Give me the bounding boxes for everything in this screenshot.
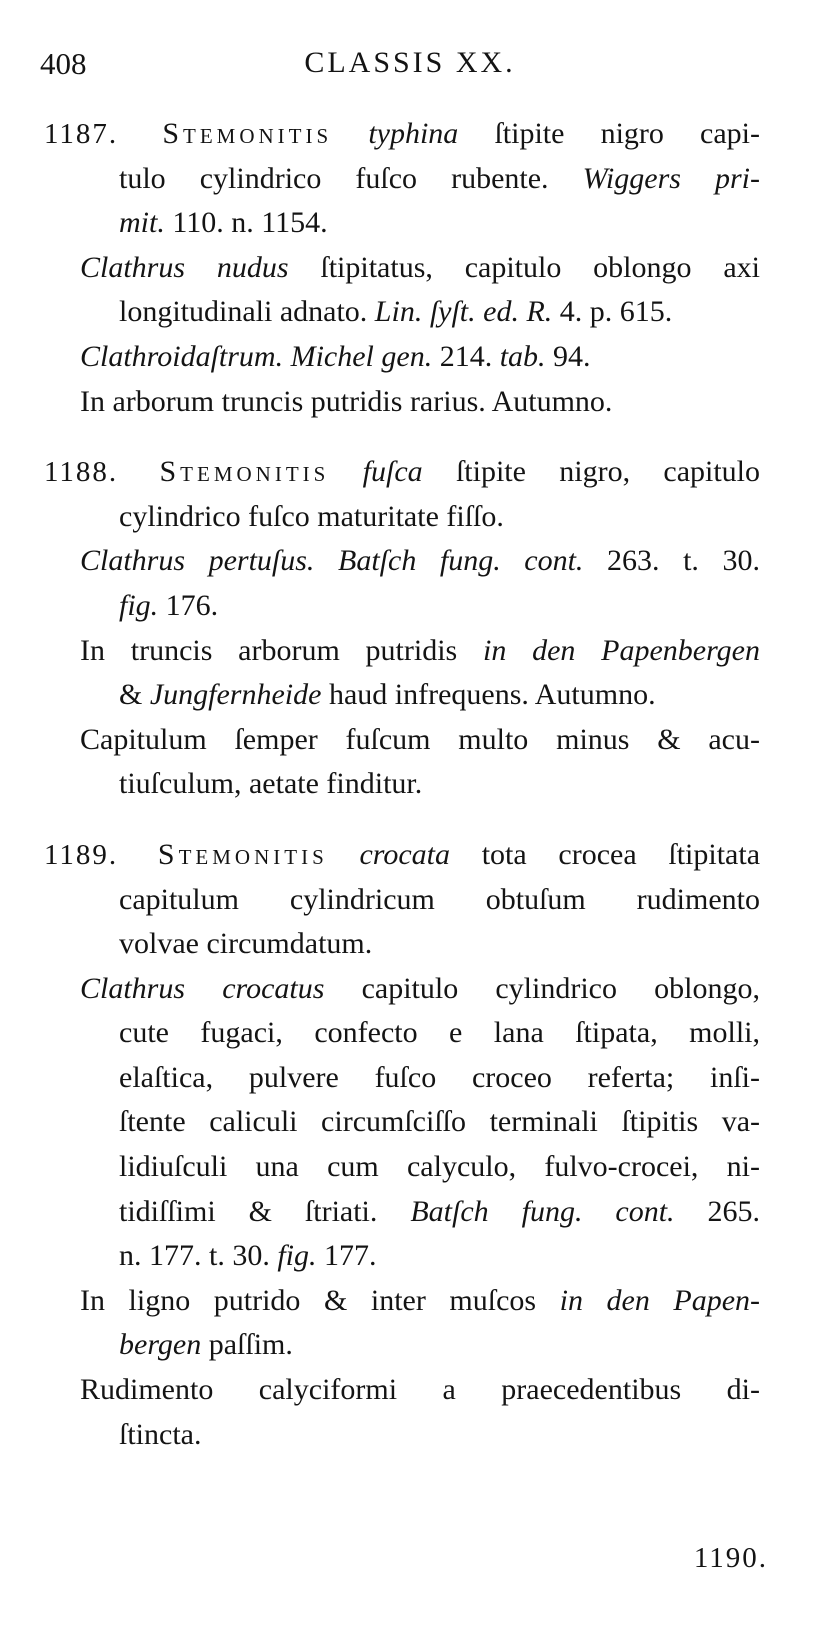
habitat-line — [44, 1279, 760, 1324]
entry-text-line — [44, 922, 760, 967]
synonym-name: Clathrus nudus — [80, 250, 289, 284]
text-span: In truncis arborum putridis — [80, 633, 458, 667]
text-span: cute fugaci, confecto e lana ſtipata, molli, — [119, 1016, 760, 1050]
synonym-line — [44, 335, 760, 380]
synonym-name: Clathrus pertuſus. Batſch fung. cont. — [80, 544, 584, 578]
page-header — [40, 46, 780, 90]
entry-number: 1188. — [44, 456, 119, 489]
text-span: & — [119, 678, 143, 712]
synonym-line — [44, 1100, 760, 1145]
citation: fig. — [269, 1239, 317, 1273]
text-span: ſtente caliculi circumſciſſo terminali ſtipitis va- — [119, 1105, 760, 1139]
entry-1188 — [44, 450, 760, 807]
text-span: 4. p. 615. — [552, 295, 673, 329]
locality: bergen — [119, 1328, 202, 1362]
entry-text: ſtipite nigro, capitulo — [422, 455, 761, 489]
entry-heading-line — [44, 833, 760, 878]
citation: mit. — [119, 206, 165, 240]
text-span: 177. — [316, 1239, 377, 1273]
running-title: CLASSIS XX. — [304, 46, 516, 79]
synonym-line — [44, 1145, 760, 1190]
text-span: In arborum truncis putridis rarius. Autumno. — [80, 384, 613, 418]
catchword: 1190. — [693, 1542, 768, 1574]
text-span: tulo cylindrico fuſco rubente. — [119, 161, 549, 195]
entry-number: 1187. — [44, 118, 119, 150]
text-span: lidiuſculi una cum calyculo, fulvo-crocei, ni- — [119, 1150, 760, 1184]
synonym-line — [44, 584, 760, 629]
text-span: capitulum cylindricum obtuſum rudimento — [119, 882, 760, 916]
genus-name: Stemonitis — [157, 837, 328, 871]
entry-text-line — [44, 495, 760, 540]
citation: Wiggers pri- — [548, 161, 760, 195]
synonym-line — [44, 539, 760, 584]
habitat-line — [44, 629, 760, 674]
text-span: ſtincta. — [119, 1417, 202, 1451]
habitat-line — [44, 673, 760, 718]
text-span: capitulo cylindrico oblongo, — [324, 971, 760, 1005]
entry-1189 — [44, 833, 760, 1457]
synonym-line — [44, 246, 760, 291]
text-span: longitudinali adnato. — [119, 295, 368, 329]
text-span: 265. — [674, 1194, 761, 1228]
synonym-line — [44, 1234, 760, 1279]
synonym-line — [44, 967, 760, 1012]
text-span: Capitulum ſemper fuſcum multo minus & acu- — [80, 722, 760, 756]
genus-name: Stemonitis — [159, 455, 330, 489]
text-span: ſtipitatus, capitulo oblongo axi — [288, 250, 760, 284]
species-name: typhina — [368, 117, 459, 150]
note-line — [44, 1413, 760, 1458]
entry-text-line — [44, 878, 760, 923]
entry-heading-line — [44, 450, 760, 495]
text-span: 94. — [545, 339, 591, 373]
text-span: 110. n. 1154. — [164, 206, 328, 240]
text-span: 176. — [158, 588, 219, 622]
locality: Jungfernheide — [142, 678, 322, 712]
citation: fig. — [119, 588, 159, 622]
entry-text: tota crocea ſtipitata — [450, 837, 761, 871]
synonym-line — [44, 1056, 760, 1101]
locality: in den Papen- — [536, 1283, 761, 1317]
entry-text-line — [44, 157, 760, 202]
synonym-name: Clathrus crocatus — [80, 971, 325, 1005]
species-name: fuſca — [362, 455, 423, 489]
synonym-line — [44, 1190, 760, 1235]
note-line — [44, 1368, 760, 1413]
text-span: 214. — [432, 339, 493, 373]
text-span: volvae circumdatum. — [119, 927, 373, 961]
synonym-line — [44, 1011, 760, 1056]
citation: Lin. ſyſt. ed. R. — [367, 295, 553, 329]
note-line — [44, 718, 760, 763]
text-span: In ligno putrido & inter muſcos — [80, 1283, 537, 1317]
page-number: 408 — [40, 46, 87, 81]
synonym-line — [44, 290, 760, 335]
text-span: tiuſculum, aetate finditur. — [119, 767, 423, 801]
text-span: tidiſſimi & ſtriati. — [119, 1194, 378, 1228]
habitat-line — [44, 380, 760, 425]
genus-name: Stemonitis — [162, 117, 333, 150]
note-line — [44, 762, 760, 807]
text-span: haud infrequens. Autumno. — [321, 678, 656, 712]
locality: in den Papenbergen — [457, 633, 760, 667]
synonym-name: Clathroidaſtrum. Michel gen. — [80, 339, 433, 373]
habitat-line — [44, 1323, 760, 1368]
text-span: 263. t. 30. — [583, 544, 760, 578]
entry-heading-line — [44, 112, 760, 157]
entry-text-line — [44, 201, 760, 246]
text-span: paſſim. — [201, 1328, 293, 1362]
entry-text: ſtipite nigro capi- — [458, 117, 760, 150]
page-body — [44, 112, 760, 1475]
citation: Batſch fung. cont. — [377, 1194, 675, 1228]
entry-number: 1189. — [44, 838, 119, 871]
text-span: n. 177. t. 30. — [119, 1239, 270, 1273]
text-span: elaſtica, pulvere fuſco croceo referta; inſi- — [119, 1060, 760, 1094]
entry-1187 — [44, 112, 760, 424]
species-name: crocata — [359, 837, 450, 871]
citation: tab. — [492, 339, 546, 373]
text-span: Rudimento calyciformi a praecedentibus di- — [80, 1373, 760, 1407]
text-span: cylindrico fuſco maturitate fiſſo. — [119, 499, 504, 533]
